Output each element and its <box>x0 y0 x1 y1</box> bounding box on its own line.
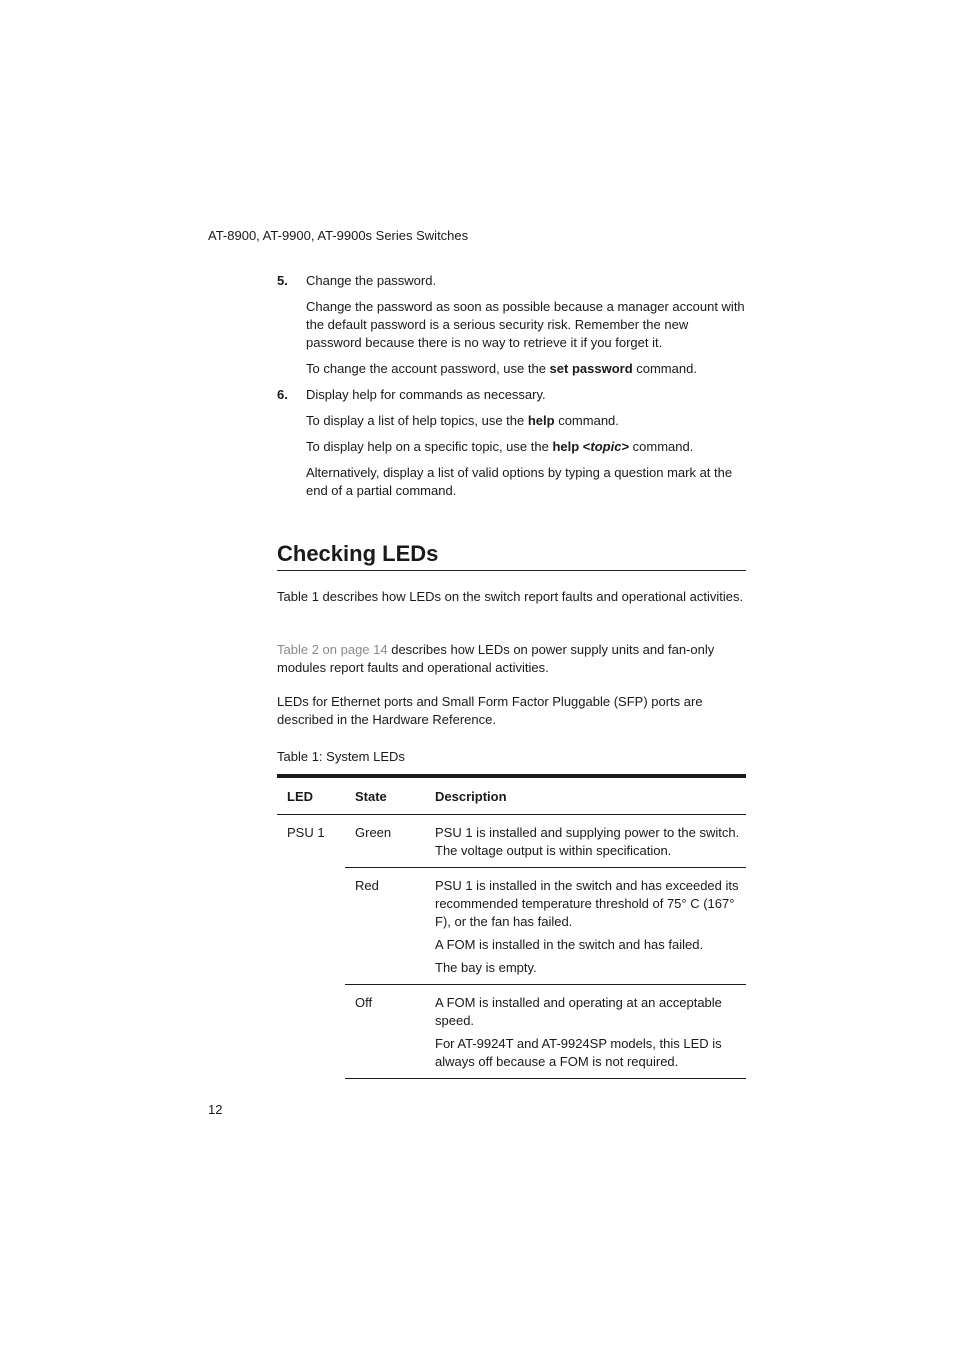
step-body <box>306 272 747 378</box>
step-5 <box>277 272 747 378</box>
column-header-led: LED <box>277 776 345 815</box>
step-number: 6. <box>277 387 288 402</box>
column-header-state: State <box>345 776 425 815</box>
led-cell: PSU 1 <box>287 825 325 840</box>
step-body <box>306 386 747 500</box>
page-number: 12 <box>208 1102 223 1117</box>
column-header-description: Description <box>425 776 746 815</box>
command-name: help <topic> <box>552 439 630 454</box>
section-heading: Checking LEDs <box>277 540 746 571</box>
table-row <box>277 985 746 1079</box>
intro-paragraph: Table 1 describes how LEDs on the switch report faults and operational activities. <box>277 589 744 604</box>
step-paragraph: Alternatively, display a list of valid options by typing a question mark at the end of a partial command. <box>306 465 733 498</box>
command-argument: topic <box>590 439 622 454</box>
step-paragraph: To display a list of help topics, use the help command. <box>306 413 619 428</box>
table-caption: Table 1: System LEDs <box>277 749 405 764</box>
step-title: Change the password. <box>306 273 437 288</box>
running-header: AT-8900, AT-9900, AT-9900s Series Switches <box>208 228 469 243</box>
state-cell: Red <box>345 868 425 985</box>
step-paragraph: To change the account password, use the set password command. <box>306 361 697 376</box>
step-paragraph: To display help on a specific topic, use the help <topic> command. <box>306 439 694 454</box>
step-6 <box>277 386 747 500</box>
table-row <box>277 868 746 985</box>
description-cell: PSU 1 is installed and supplying power to the switch. The voltage output is within specification. <box>435 825 740 858</box>
intro-paragraph: Table 2 on page 14 describes how LEDs on power supply units and fan-only modules report faults and operational activities. <box>277 642 715 675</box>
description-cell: A FOM is installed and operating at an acceptable speed. For AT-9924T and AT-9924SP models, this LED is always off because a FOM is not required. <box>425 985 746 1079</box>
checking-leds-section <box>277 540 746 1069</box>
state-cell: Green <box>355 825 392 840</box>
command-name: help <box>527 413 555 428</box>
description-cell: PSU 1 is installed in the switch and has exceeded its recommended temperature threshold of 75° C (167° F), or the fan has failed. A FOM is installed in the switch and has failed. The bay is empty. <box>425 868 746 985</box>
table-2-cross-reference-link[interactable]: Table 2 on page 14 <box>277 642 388 657</box>
step-title: Display help for commands as necessary. <box>306 387 546 402</box>
intro-paragraph: LEDs for Ethernet ports and Small Form Factor Pluggable (SFP) ports are described in the Hardware Reference. <box>277 694 703 727</box>
system-leds-table <box>277 774 746 1079</box>
step-number: 5. <box>277 273 288 288</box>
command-name: set password <box>549 361 633 376</box>
table-row <box>277 815 746 868</box>
step-paragraph: Change the password as soon as possible because a manager account with the default password is a serious security risk. Remember the new password because there is no way to retrieve it if you forget it. <box>306 299 745 350</box>
table-header-row <box>277 776 746 815</box>
state-cell: Off <box>345 985 425 1079</box>
procedure-steps <box>277 272 747 508</box>
